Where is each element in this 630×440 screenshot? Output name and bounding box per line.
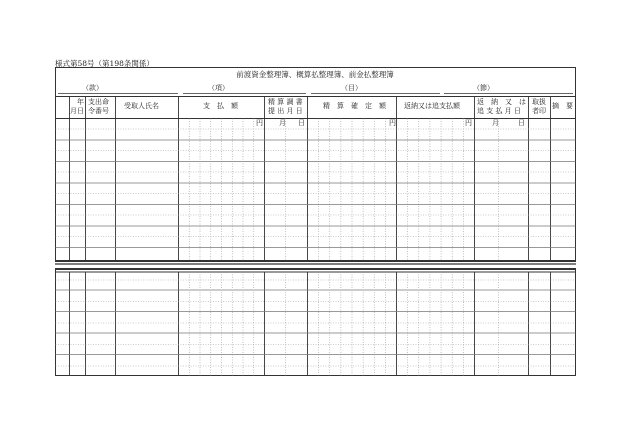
unit-month-refund: 月 [492,119,499,127]
header-handler-2: 者印 [532,107,546,115]
unit-yen-refund: 円 [465,119,472,127]
class-moku: （目） [341,84,362,92]
header-year: 年 [77,98,84,106]
unit-yen-payment: 円 [256,119,263,127]
header-order-no-1: 支出命 [88,98,109,106]
header-refund-date-1: 返 納 又 は [477,98,526,106]
header-handler-1: 取扱 [532,98,546,106]
header-refund: 返納又は追支払額 [404,102,460,110]
class-kan: （款） [82,84,103,92]
unit-month-report: 月 [279,119,286,127]
lower-frame [56,270,576,376]
ledger-title: 前渡資金整理簿、概算払整理簿、前金払整理簿 [236,70,394,79]
class-setsu: （節） [473,84,494,92]
unit-day-refund: 日 [518,119,525,127]
header-refund-date-2: 追 支 払 月 日 [477,107,521,115]
header-settlement: 精 算 確 定 額 [323,102,386,110]
header-payment: 支 払 額 [203,102,238,110]
class-kou: （項） [208,84,229,92]
unit-day-report: 日 [298,119,305,127]
header-recipient: 受取人氏名 [124,102,159,110]
header-month-day: 月日 [70,107,84,115]
header-order-no-2: 令番号 [88,107,109,115]
header-remarks: 摘 要 [552,102,573,110]
header-report-1: 精 算 調 書 [268,98,303,106]
form-number: 様式第58号（第198条関係） [55,59,154,68]
unit-yen-settlement: 円 [389,119,396,127]
header-report-2: 提 出 月 日 [268,107,303,115]
